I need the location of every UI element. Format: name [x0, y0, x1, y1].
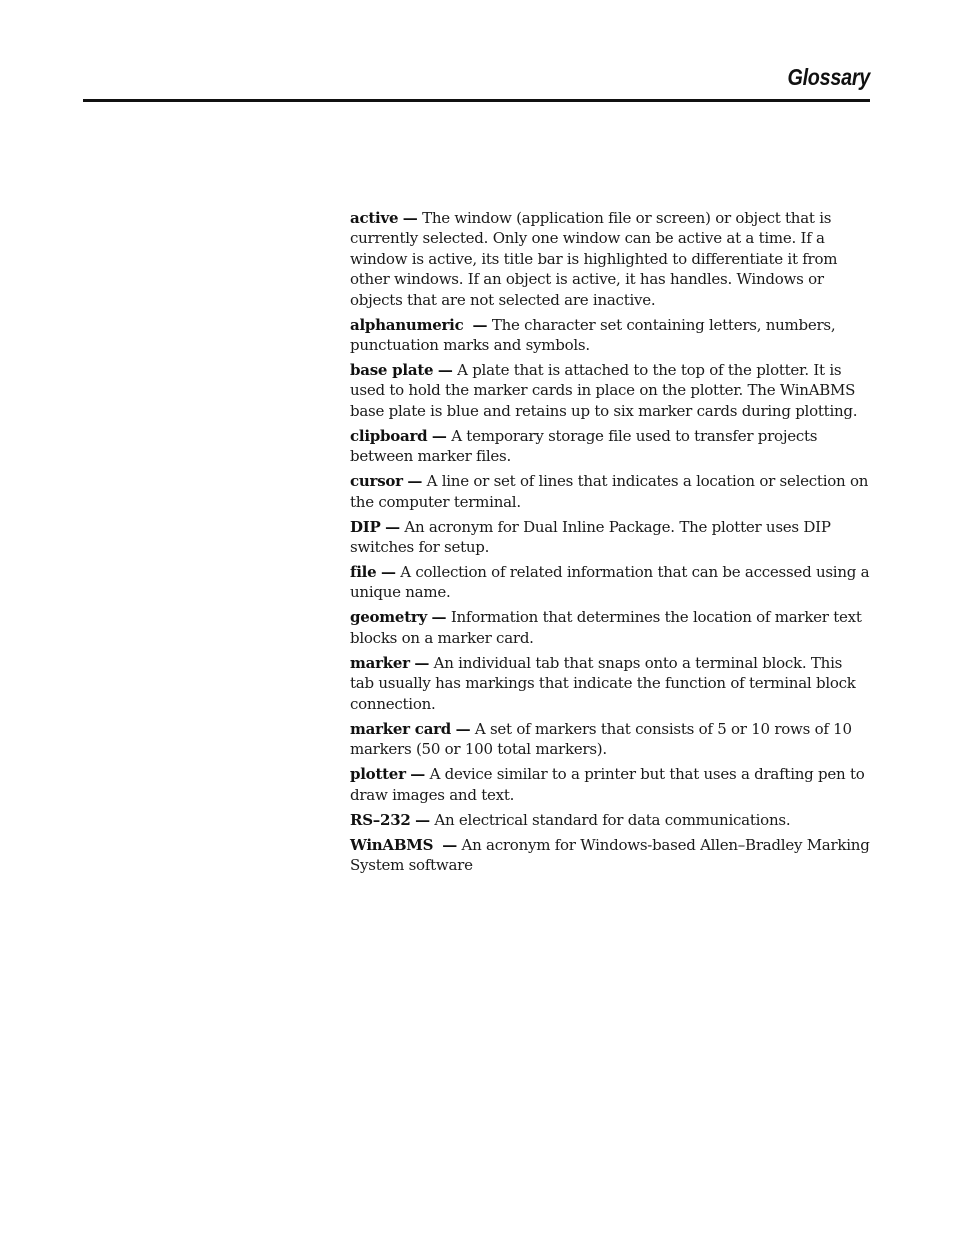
term-separator: —: [385, 517, 400, 536]
glossary-definition: Information that determines the location of marker text blocks on a marker card.: [350, 608, 862, 647]
glossary-entry-cursor: [350, 471, 870, 512]
glossary-term: geometry: [350, 608, 427, 627]
glossary-entry-file: [350, 562, 870, 603]
glossary-term: DIP: [350, 517, 381, 536]
term-separator: —: [402, 209, 418, 227]
glossary-definition: A temporary storage file used to transfer projects between marker files.: [350, 426, 818, 466]
glossary-entry-geometry: [350, 607, 870, 648]
glossary-term: WinABMS: [350, 835, 434, 854]
glossary-term: file: [350, 563, 377, 582]
glossary-entry-marker-card: [350, 719, 870, 760]
glossary-entry-rs-232: [350, 810, 870, 830]
term-separator: —: [407, 472, 423, 491]
glossary-entry-clipboard: [350, 426, 870, 467]
term-separator: —: [431, 608, 447, 627]
glossary-definition: An individual tab that snaps onto a terminal block. This tab usually has markings that indicate the function of terminal block connection.: [350, 653, 856, 713]
glossary-list: [350, 208, 870, 880]
glossary-definition: A line or set of lines that indicates a location or selection on the computer terminal.: [350, 472, 869, 511]
glossary-term: marker: [350, 653, 410, 672]
glossary-entry-base-plate: [350, 360, 870, 421]
glossary-term: base plate: [350, 361, 434, 380]
glossary-entry-winabms: [350, 835, 870, 876]
term-separator: —: [380, 563, 396, 582]
glossary-entry-plotter: [350, 764, 870, 805]
glossary-definition: An acronym for Windows-based Allen–Bradley Marking System software: [350, 835, 870, 874]
term-separator: —: [455, 719, 471, 738]
glossary-definition: An acronym for Dual Inline Package. The plotter uses DIP switches for setup.: [350, 517, 831, 557]
term-separator: —: [442, 835, 457, 854]
glossary-definition: A device similar to a printer but that uses a drafting pen to draw images and text.: [350, 765, 865, 804]
page-title: Glossary: [787, 64, 870, 90]
glossary-definition: A set of markers that consists of 5 or 10 rows of 10 markers (50 or 100 total markers).: [350, 719, 852, 759]
term-separator: —: [472, 315, 488, 334]
glossary-term: active: [350, 209, 399, 227]
term-separator: —: [410, 765, 426, 784]
term-separator: —: [431, 426, 447, 445]
glossary-entry-active: [350, 208, 870, 310]
glossary-term: cursor: [350, 472, 403, 491]
term-separator: —: [415, 810, 430, 829]
header-rule: [83, 99, 870, 102]
glossary-entry-marker: [350, 653, 870, 714]
glossary-term: clipboard: [350, 426, 428, 445]
glossary-entry-alphanumeric: [350, 315, 870, 356]
page-header: [83, 62, 870, 104]
glossary-definition: An electrical standard for data communications.: [434, 810, 791, 829]
term-separator: —: [414, 653, 430, 672]
term-separator: —: [437, 361, 453, 380]
glossary-term: plotter: [350, 765, 406, 784]
glossary-definition: A plate that is attached to the top of the plotter. It is used to hold the marker cards in place on the plotter. The WinABMS base plate is blue and retains up to six marker cards during plotting.: [350, 361, 858, 420]
glossary-entry-dip: [350, 517, 870, 558]
glossary-definition: The character set containing letters, numbers, punctuation marks and symbols.: [350, 315, 836, 355]
glossary-definition: The window (application file or screen) or object that is currently selected. Only one window can be active at a time. If a window is active, its title bar is highlighted to differentiate it from other windows. If an object is active, it has handles. Windows or objects that are not selected are inactive.: [350, 209, 838, 309]
glossary-term: RS–232: [350, 810, 411, 829]
glossary-definition: A collection of related information that can be accessed using a unique name.: [350, 563, 870, 602]
glossary-term: alphanumeric: [350, 315, 464, 334]
glossary-term: marker card: [350, 719, 452, 738]
